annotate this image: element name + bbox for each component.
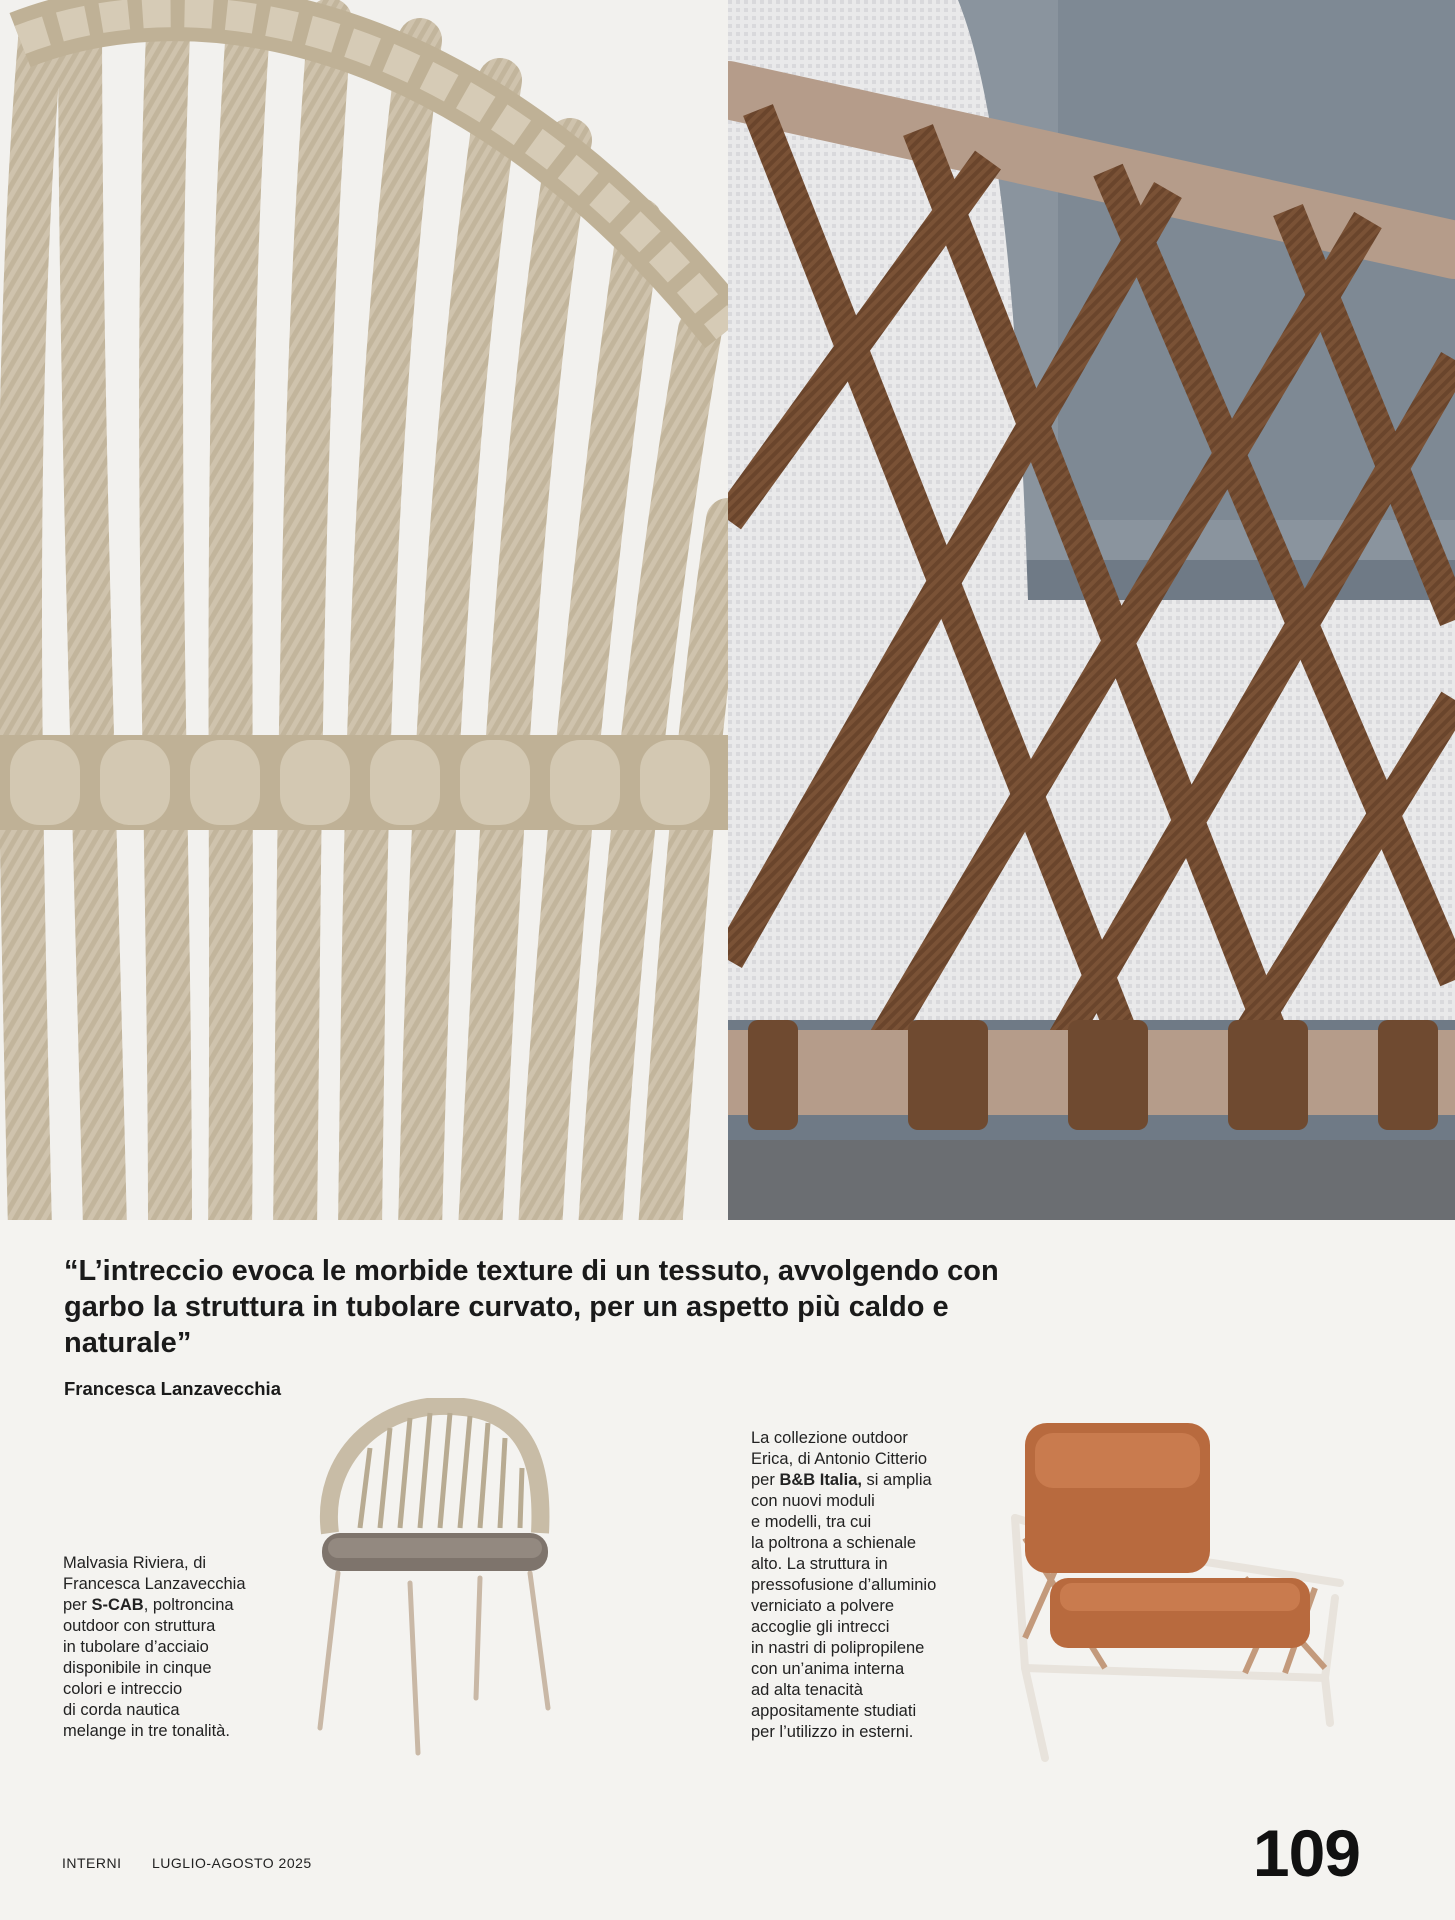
malvasia-riviera-chair-image: [300, 1398, 570, 1768]
caption-right-text-1: La collezione outdoor Erica, di Antonio Citterio per: [751, 1429, 928, 1489]
rope-weave-photo: [0, 0, 728, 1220]
page-number: 109: [1252, 1816, 1360, 1890]
pull-quote: “L’intreccio evoca le morbide texture di un tessuto, avvolgendo con garbo la struttura in tubolare curvato, per un aspetto più caldo e naturale”: [64, 1255, 999, 1359]
caption-right-text-2: si amplia con nuovi moduli e modelli, tra cui la poltrona a schienale alto. La struttura in pressofusione d’alluminio verniciato a polvere accoglie gli intrecci in nastri di polipropilene con un’anima interna ad alta tenacità appositamente studiati per l’utilizzo in esterni.: [751, 1471, 937, 1741]
strap-lattice-photo: [728, 0, 1455, 1220]
footer-magazine-name: INTERNI: [62, 1855, 122, 1871]
caption-erica-collection: [751, 1428, 981, 1743]
brand-s-cab: S-CAB: [91, 1596, 144, 1614]
caption-left-text-1: Malvasia Riviera, di Francesca Lanzavecchia per: [63, 1554, 246, 1614]
quote-author: Francesca Lanzavecchia: [64, 1378, 281, 1399]
caption-left-text-2: , poltroncina outdoor con struttura in tubolare d’acciaio disponibile in cinque colori e intreccio di corda nautica melange in tre tonalità.: [63, 1596, 234, 1740]
caption-malvasia-riviera: [63, 1553, 278, 1742]
erica-armchair-image: [995, 1418, 1355, 1768]
footer-issue-date: LUGLIO-AGOSTO 2025: [152, 1855, 312, 1871]
brand-bb-italia: B&B Italia,: [779, 1471, 862, 1489]
